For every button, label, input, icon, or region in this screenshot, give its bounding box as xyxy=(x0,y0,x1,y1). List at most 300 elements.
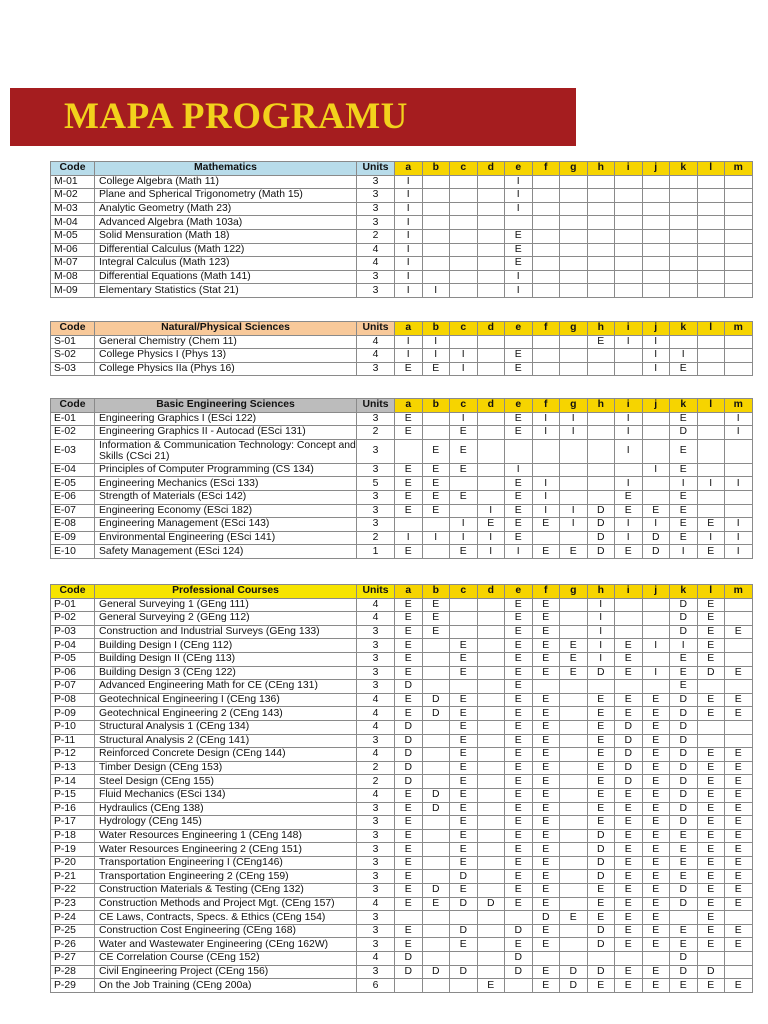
outcome-mark-k: I xyxy=(670,349,698,363)
outcome-mark-g xyxy=(560,229,588,243)
outcome-mark-h: E xyxy=(587,748,615,762)
outcome-mark-f: E xyxy=(532,734,560,748)
course-code: P-07 xyxy=(51,680,95,694)
outcome-mark-j: E xyxy=(642,788,670,802)
course-code: P-09 xyxy=(51,707,95,721)
outcome-mark-c xyxy=(450,598,478,612)
course-code: P-14 xyxy=(51,775,95,789)
outcome-mark-b: D xyxy=(422,965,450,979)
outcome-mark-g xyxy=(560,349,588,363)
outcome-mark-e: E xyxy=(505,362,533,376)
outcome-mark-m xyxy=(725,439,753,463)
outcome-mark-c: E xyxy=(450,639,478,653)
outcome-mark-b xyxy=(422,639,450,653)
outcome-mark-i: E xyxy=(615,545,643,559)
outcome-mark-d xyxy=(477,748,505,762)
outcome-mark-k: D xyxy=(670,707,698,721)
outcome-mark-l xyxy=(697,284,725,298)
course-name: Building Design II (CEng 113) xyxy=(95,652,357,666)
outcome-mark-a: I xyxy=(395,189,423,203)
outcome-mark-g xyxy=(560,680,588,694)
outcome-mark-i: E xyxy=(615,979,643,993)
course-units: 3 xyxy=(357,734,395,748)
outcome-mark-b: I xyxy=(422,335,450,349)
outcome-mark-c xyxy=(450,979,478,993)
outcome-mark-a: I xyxy=(395,216,423,230)
header-outcome-g: g xyxy=(560,585,588,599)
outcome-mark-i xyxy=(615,625,643,639)
course-code: P-27 xyxy=(51,952,95,966)
table-row xyxy=(51,802,753,816)
outcome-mark-g xyxy=(560,720,588,734)
course-name: General Surveying 2 (GEng 112) xyxy=(95,612,357,626)
outcome-mark-e: E xyxy=(505,639,533,653)
header-outcome-h: h xyxy=(587,399,615,413)
course-code: E-10 xyxy=(51,545,95,559)
outcome-mark-d xyxy=(477,439,505,463)
outcome-mark-e: E xyxy=(505,349,533,363)
course-code: P-02 xyxy=(51,612,95,626)
outcome-mark-i: E xyxy=(615,639,643,653)
outcome-mark-e: E xyxy=(505,625,533,639)
course-code: P-29 xyxy=(51,979,95,993)
header-units: Units xyxy=(357,585,395,599)
outcome-mark-l xyxy=(697,335,725,349)
outcome-mark-h: E xyxy=(587,707,615,721)
outcome-mark-i: E xyxy=(615,829,643,843)
outcome-mark-d xyxy=(477,870,505,884)
table-row xyxy=(51,202,753,216)
header-outcome-k: k xyxy=(670,585,698,599)
outcome-mark-g: I xyxy=(560,412,588,426)
outcome-mark-b xyxy=(422,270,450,284)
outcome-mark-m: E xyxy=(725,788,753,802)
outcome-mark-i: E xyxy=(615,897,643,911)
course-units: 4 xyxy=(357,612,395,626)
table-row xyxy=(51,439,753,463)
outcome-mark-m xyxy=(725,463,753,477)
outcome-mark-l: E xyxy=(697,829,725,843)
outcome-mark-h: E xyxy=(587,979,615,993)
outcome-mark-k: E xyxy=(670,490,698,504)
outcome-mark-m: E xyxy=(725,666,753,680)
outcome-mark-e: E xyxy=(505,531,533,545)
outcome-mark-f: E xyxy=(532,856,560,870)
outcome-mark-c xyxy=(450,189,478,203)
outcome-mark-j: E xyxy=(642,924,670,938)
outcome-mark-f xyxy=(532,189,560,203)
outcome-mark-e: E xyxy=(505,707,533,721)
outcome-mark-i: D xyxy=(615,775,643,789)
table-row xyxy=(51,412,753,426)
header-units: Units xyxy=(357,162,395,176)
table-row xyxy=(51,426,753,440)
outcome-mark-d xyxy=(477,216,505,230)
outcome-mark-a: E xyxy=(395,545,423,559)
course-name: Fluid Mechanics (ESci 134) xyxy=(95,788,357,802)
outcome-mark-f: I xyxy=(532,477,560,491)
outcome-mark-f: E xyxy=(532,612,560,626)
outcome-mark-h xyxy=(587,202,615,216)
outcome-mark-l xyxy=(697,504,725,518)
outcome-mark-c: E xyxy=(450,856,478,870)
outcome-mark-j xyxy=(642,284,670,298)
outcome-mark-k: E xyxy=(670,829,698,843)
outcome-mark-m xyxy=(725,639,753,653)
course-code: S-02 xyxy=(51,349,95,363)
outcome-mark-b: E xyxy=(422,625,450,639)
outcome-mark-f: E xyxy=(532,802,560,816)
outcome-mark-a: I xyxy=(395,175,423,189)
outcome-mark-j: I xyxy=(642,639,670,653)
outcome-mark-e: E xyxy=(505,229,533,243)
course-units: 3 xyxy=(357,202,395,216)
table-row xyxy=(51,531,753,545)
outcome-mark-a: I xyxy=(395,270,423,284)
header-outcome-k: k xyxy=(670,162,698,176)
outcome-mark-c: E xyxy=(450,938,478,952)
course-name: Structural Analysis 2 (CEng 141) xyxy=(95,734,357,748)
outcome-mark-l: E xyxy=(697,775,725,789)
outcome-mark-k: E xyxy=(670,518,698,532)
outcome-mark-i: I xyxy=(615,518,643,532)
outcome-mark-h: E xyxy=(587,816,615,830)
course-name: Steel Design (CEng 155) xyxy=(95,775,357,789)
outcome-mark-k xyxy=(670,229,698,243)
outcome-mark-g xyxy=(560,463,588,477)
outcome-mark-c: E xyxy=(450,788,478,802)
outcome-mark-a: E xyxy=(395,829,423,843)
outcome-mark-d xyxy=(477,666,505,680)
outcome-mark-b xyxy=(422,666,450,680)
outcome-mark-j: I xyxy=(642,349,670,363)
outcome-mark-i xyxy=(615,189,643,203)
outcome-mark-d xyxy=(477,412,505,426)
course-name: College Physics I (Phys 13) xyxy=(95,349,357,363)
header-code: Code xyxy=(51,399,95,413)
header-outcome-a: a xyxy=(395,399,423,413)
outcome-mark-c xyxy=(450,175,478,189)
course-units: 3 xyxy=(357,504,395,518)
outcome-mark-g xyxy=(560,802,588,816)
outcome-mark-c: E xyxy=(450,439,478,463)
outcome-mark-h: E xyxy=(587,693,615,707)
course-units: 4 xyxy=(357,788,395,802)
course-code: E-04 xyxy=(51,463,95,477)
course-units: 4 xyxy=(357,349,395,363)
outcome-mark-l xyxy=(697,229,725,243)
outcome-mark-l: E xyxy=(697,979,725,993)
outcome-mark-d xyxy=(477,952,505,966)
course-name: Geotechnical Engineering 2 (CEng 143) xyxy=(95,707,357,721)
outcome-mark-f: E xyxy=(532,666,560,680)
header-outcome-f: f xyxy=(532,162,560,176)
outcome-mark-d xyxy=(477,426,505,440)
outcome-mark-i: D xyxy=(615,748,643,762)
outcome-mark-a: E xyxy=(395,412,423,426)
outcome-mark-c xyxy=(450,504,478,518)
outcome-mark-j xyxy=(642,229,670,243)
course-name: Transportation Engineering I (CEng146) xyxy=(95,856,357,870)
outcome-mark-g xyxy=(560,829,588,843)
outcome-mark-k xyxy=(670,911,698,925)
outcome-mark-e: E xyxy=(505,870,533,884)
outcome-mark-a: E xyxy=(395,693,423,707)
outcome-mark-g xyxy=(560,284,588,298)
outcome-mark-i: E xyxy=(615,884,643,898)
table-row xyxy=(51,284,753,298)
header-outcome-j: j xyxy=(642,162,670,176)
outcome-mark-e: E xyxy=(505,734,533,748)
outcome-mark-f: E xyxy=(532,816,560,830)
outcome-mark-d xyxy=(477,257,505,271)
outcome-mark-m xyxy=(725,257,753,271)
outcome-mark-h: I xyxy=(587,598,615,612)
outcome-mark-l xyxy=(697,202,725,216)
outcome-mark-j xyxy=(642,202,670,216)
course-units: 3 xyxy=(357,439,395,463)
outcome-mark-k: I xyxy=(670,639,698,653)
outcome-mark-a: E xyxy=(395,897,423,911)
outcome-mark-e: E xyxy=(505,843,533,857)
outcome-mark-k: D xyxy=(670,788,698,802)
outcome-mark-j: I xyxy=(642,362,670,376)
outcome-mark-i: E xyxy=(615,504,643,518)
outcome-mark-e: E xyxy=(505,652,533,666)
outcome-mark-d: I xyxy=(477,504,505,518)
outcome-mark-g xyxy=(560,952,588,966)
outcome-mark-m: E xyxy=(725,829,753,843)
outcome-mark-c xyxy=(450,284,478,298)
outcome-mark-a: D xyxy=(395,952,423,966)
course-units: 3 xyxy=(357,816,395,830)
outcome-mark-f xyxy=(532,175,560,189)
table-row xyxy=(51,598,753,612)
header-outcome-h: h xyxy=(587,162,615,176)
course-name: College Physics IIa (Phys 16) xyxy=(95,362,357,376)
outcome-mark-i: E xyxy=(615,938,643,952)
course-code: P-17 xyxy=(51,816,95,830)
outcome-mark-k xyxy=(670,202,698,216)
outcome-mark-d xyxy=(477,775,505,789)
course-name: Structural Analysis 1 (CEng 134) xyxy=(95,720,357,734)
table-row xyxy=(51,788,753,802)
outcome-mark-b: D xyxy=(422,802,450,816)
course-units: 3 xyxy=(357,938,395,952)
course-units: 3 xyxy=(357,189,395,203)
table-row xyxy=(51,707,753,721)
outcome-mark-l: E xyxy=(697,802,725,816)
outcome-mark-j: E xyxy=(642,979,670,993)
table-row xyxy=(51,693,753,707)
outcome-mark-l: E xyxy=(697,545,725,559)
course-name: Principles of Computer Programming (CS 134) xyxy=(95,463,357,477)
header-outcome-g: g xyxy=(560,322,588,336)
outcome-mark-a: I xyxy=(395,531,423,545)
outcome-mark-d xyxy=(477,680,505,694)
course-name: Water Resources Engineering 1 (CEng 148) xyxy=(95,829,357,843)
course-name: Advanced Algebra (Math 103a) xyxy=(95,216,357,230)
outcome-mark-i xyxy=(615,463,643,477)
outcome-mark-h xyxy=(587,439,615,463)
course-code: E-01 xyxy=(51,412,95,426)
course-name: Engineering Mechanics (ESci 133) xyxy=(95,477,357,491)
header-outcome-d: d xyxy=(477,399,505,413)
outcome-mark-j: E xyxy=(642,707,670,721)
header-outcome-e: e xyxy=(505,162,533,176)
outcome-mark-b xyxy=(422,680,450,694)
outcome-mark-a: E xyxy=(395,504,423,518)
outcome-mark-d xyxy=(477,843,505,857)
outcome-mark-a: I xyxy=(395,257,423,271)
outcome-mark-l xyxy=(697,175,725,189)
outcome-mark-b xyxy=(422,952,450,966)
outcome-mark-h xyxy=(587,270,615,284)
outcome-mark-i: E xyxy=(615,870,643,884)
outcome-mark-f: E xyxy=(532,720,560,734)
outcome-mark-h: E xyxy=(587,720,615,734)
outcome-mark-m xyxy=(725,284,753,298)
outcome-mark-k: E xyxy=(670,843,698,857)
course-code: P-26 xyxy=(51,938,95,952)
course-code: P-01 xyxy=(51,598,95,612)
outcome-mark-c: E xyxy=(450,884,478,898)
header-outcome-b: b xyxy=(422,162,450,176)
outcome-mark-c xyxy=(450,477,478,491)
outcome-mark-d xyxy=(477,924,505,938)
outcome-mark-b xyxy=(422,734,450,748)
table-row xyxy=(51,229,753,243)
outcome-mark-j: I xyxy=(642,518,670,532)
outcome-mark-e xyxy=(505,335,533,349)
outcome-mark-d xyxy=(477,816,505,830)
course-name: Differential Calculus (Math 122) xyxy=(95,243,357,257)
outcome-mark-c: E xyxy=(450,829,478,843)
outcome-mark-k: D xyxy=(670,775,698,789)
outcome-mark-d xyxy=(477,612,505,626)
outcome-mark-f: E xyxy=(532,707,560,721)
outcome-mark-a: E xyxy=(395,477,423,491)
header-outcome-c: c xyxy=(450,585,478,599)
outcome-mark-e: E xyxy=(505,412,533,426)
outcome-mark-b xyxy=(422,775,450,789)
outcome-mark-f: E xyxy=(532,979,560,993)
header-outcome-d: d xyxy=(477,322,505,336)
outcome-mark-g xyxy=(560,734,588,748)
outcome-mark-c: E xyxy=(450,490,478,504)
outcome-mark-d xyxy=(477,463,505,477)
outcome-mark-l xyxy=(697,362,725,376)
outcome-mark-a xyxy=(395,439,423,463)
outcome-mark-j xyxy=(642,243,670,257)
outcome-mark-k: D xyxy=(670,884,698,898)
outcome-mark-m xyxy=(725,202,753,216)
outcome-mark-k: D xyxy=(670,761,698,775)
course-name: Construction Methods and Project Mgt. (CEng 157) xyxy=(95,897,357,911)
header-units: Units xyxy=(357,399,395,413)
outcome-mark-g xyxy=(560,693,588,707)
outcome-mark-m: E xyxy=(725,924,753,938)
outcome-mark-b xyxy=(422,816,450,830)
table-row xyxy=(51,952,753,966)
outcome-mark-a: E xyxy=(395,856,423,870)
outcome-mark-k: E xyxy=(670,531,698,545)
outcome-mark-e: E xyxy=(505,748,533,762)
outcome-mark-d xyxy=(477,639,505,653)
outcome-mark-j xyxy=(642,680,670,694)
outcome-mark-c xyxy=(450,625,478,639)
outcome-mark-g xyxy=(560,816,588,830)
outcome-mark-a: E xyxy=(395,884,423,898)
course-units: 2 xyxy=(357,531,395,545)
course-code: P-10 xyxy=(51,720,95,734)
outcome-mark-b xyxy=(422,545,450,559)
outcome-mark-e: E xyxy=(505,598,533,612)
outcome-mark-m xyxy=(725,952,753,966)
outcome-mark-i: E xyxy=(615,856,643,870)
outcome-mark-e: E xyxy=(505,856,533,870)
outcome-mark-m xyxy=(725,652,753,666)
course-units: 4 xyxy=(357,257,395,271)
outcome-mark-f xyxy=(532,952,560,966)
header-row xyxy=(51,322,753,336)
outcome-mark-d xyxy=(477,938,505,952)
outcome-mark-f: E xyxy=(532,897,560,911)
course-name: Safety Management (ESci 124) xyxy=(95,545,357,559)
outcome-mark-c: I xyxy=(450,362,478,376)
outcome-mark-l xyxy=(697,257,725,271)
course-units: 3 xyxy=(357,680,395,694)
outcome-mark-l xyxy=(697,349,725,363)
course-units: 3 xyxy=(357,362,395,376)
course-name: Integral Calculus (Math 123) xyxy=(95,257,357,271)
outcome-mark-j xyxy=(642,270,670,284)
outcome-mark-a: E xyxy=(395,924,423,938)
outcome-mark-m xyxy=(725,680,753,694)
outcome-mark-k xyxy=(670,189,698,203)
outcome-mark-l: E xyxy=(697,518,725,532)
course-name: Plane and Spherical Trigonometry (Math 15) xyxy=(95,189,357,203)
outcome-mark-f: I xyxy=(532,504,560,518)
outcome-mark-j: E xyxy=(642,884,670,898)
outcome-mark-i xyxy=(615,612,643,626)
course-code: P-16 xyxy=(51,802,95,816)
outcome-mark-e: E xyxy=(505,518,533,532)
header-outcome-e: e xyxy=(505,585,533,599)
outcome-mark-g xyxy=(560,612,588,626)
outcome-mark-c: E xyxy=(450,816,478,830)
table-row xyxy=(51,612,753,626)
outcome-mark-h: E xyxy=(587,802,615,816)
outcome-mark-e: E xyxy=(505,788,533,802)
outcome-mark-g xyxy=(560,490,588,504)
outcome-mark-d: E xyxy=(477,979,505,993)
outcome-mark-i: E xyxy=(615,666,643,680)
outcome-mark-e: I xyxy=(505,270,533,284)
header-outcome-j: j xyxy=(642,322,670,336)
outcome-mark-a: D xyxy=(395,748,423,762)
outcome-mark-d xyxy=(477,349,505,363)
course-code: M-02 xyxy=(51,189,95,203)
outcome-mark-m xyxy=(725,229,753,243)
outcome-mark-h: D xyxy=(587,504,615,518)
outcome-mark-i: E xyxy=(615,843,643,857)
outcome-mark-j xyxy=(642,439,670,463)
header-outcome-f: f xyxy=(532,585,560,599)
outcome-mark-e: E xyxy=(505,504,533,518)
course-code: E-08 xyxy=(51,518,95,532)
outcome-mark-d xyxy=(477,270,505,284)
